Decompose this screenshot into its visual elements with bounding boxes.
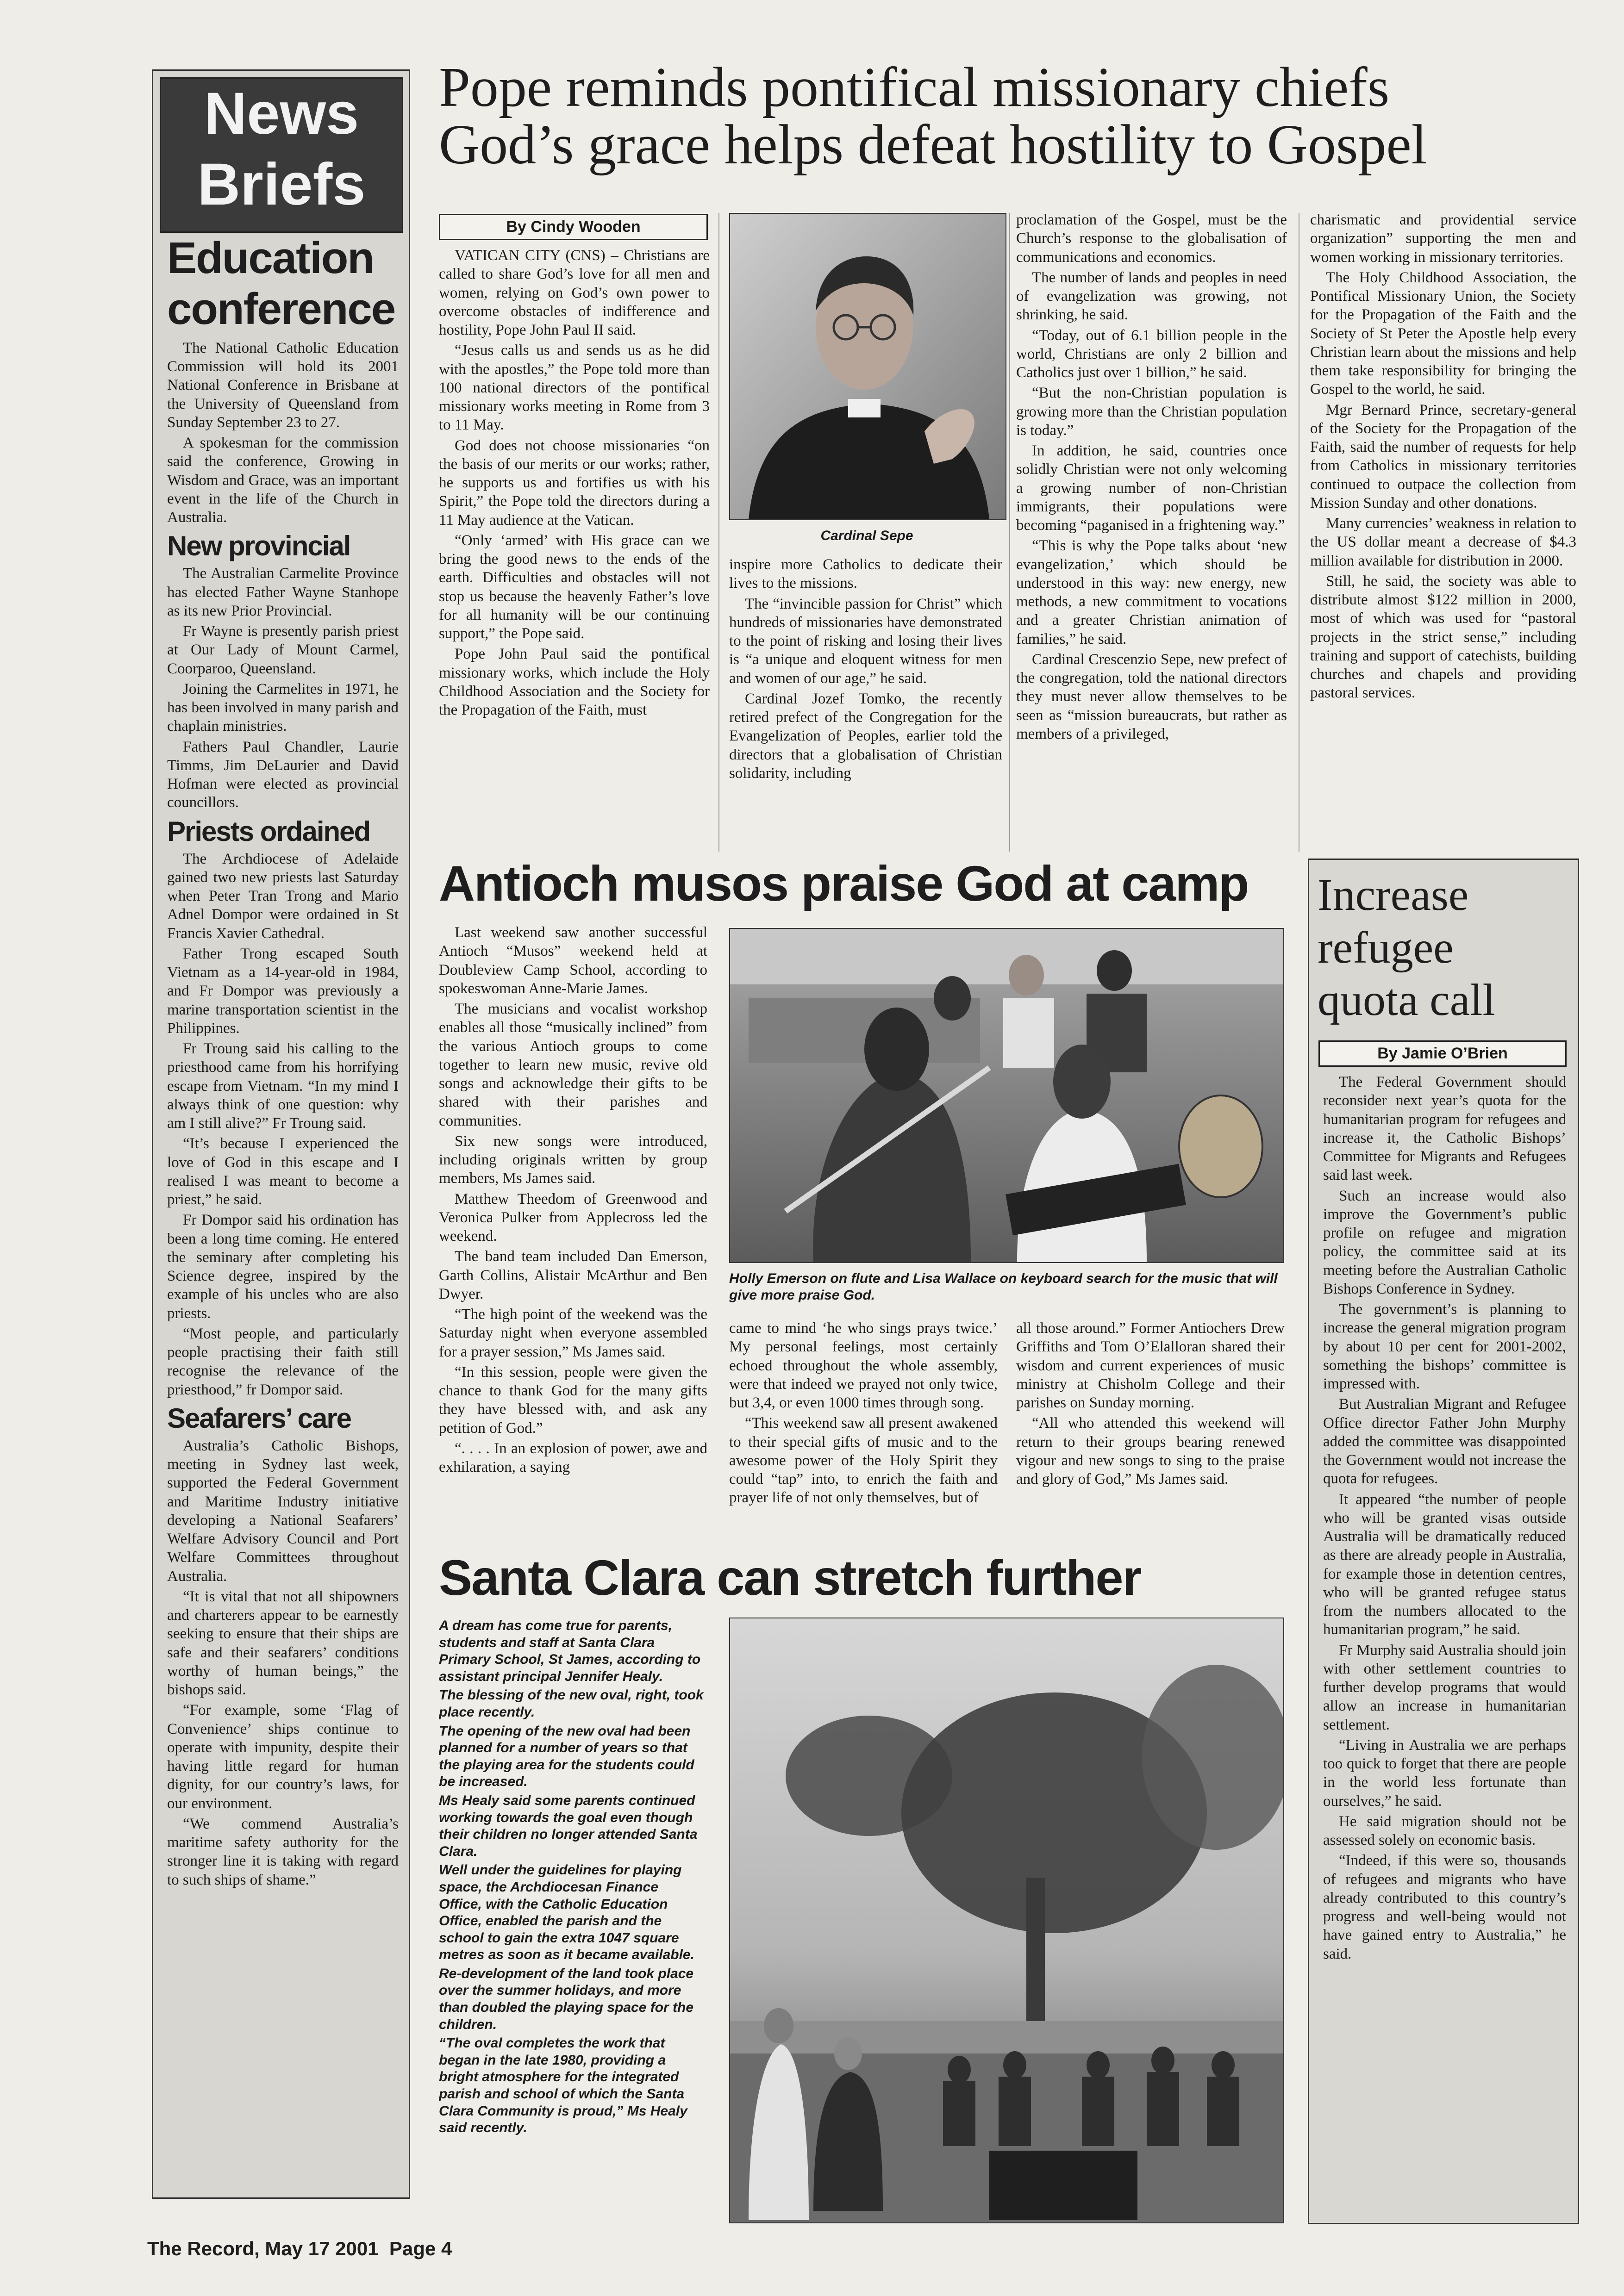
antioch-headline: Antioch musos praise God at camp bbox=[439, 855, 1249, 911]
refugee-column bbox=[1323, 1073, 1566, 2216]
article-paragraph: “But the non-Christian population is growing more than the Christian population is today.” bbox=[1016, 385, 1287, 439]
article-paragraph: Pope John Paul said the pontifical missionary works, which include the Holy Childhood Association and the Society for the Propagation of the Faith, must bbox=[439, 646, 710, 718]
article-paragraph: “Indeed, if this were so, thousands of refugees and migrants who have already contributed to this country’s progress and well-being would not have gained entry to Australia,” he said. bbox=[1323, 1852, 1566, 1962]
brief-paragraph: “For example, some ‘Flag of Convenience’ ships continue to operate with impunity, despite their having little regard for human dignity, for our country’s laws, for our environment. bbox=[167, 1702, 399, 1812]
santa-clara-paragraph: Ms Healy said some parents continued working towards the goal even though their children no longer attended Santa Clara. bbox=[439, 1792, 698, 1859]
article-paragraph: Cardinal Crescenzio Sepe, new prefect of the congregation, told the national directors they must never allow themselves to be seen as “mission bureaucrats, but rather as members of a privileged, bbox=[1016, 651, 1287, 742]
santa-clara-intro bbox=[439, 1618, 705, 2219]
article-paragraph: Many currencies’ weakness in relation to the US dollar meant a decrease of $4.3 million available for distribution in 2000. bbox=[1310, 515, 1576, 569]
article-paragraph: “Jesus calls us and sends us as he did with the apostles,” the Pope told more than 100 national directors of the pontifical missionary works meeting in Rome from 3 to 11 May. bbox=[439, 342, 710, 434]
page-folio: The Record, May 17 2001 Page 4 bbox=[147, 2238, 452, 2259]
lead-column-2 bbox=[729, 555, 1002, 856]
brief-paragraph: A spokesman for the commission said the conference, Growing in Wisdom and Grace, was an important event in the life of the Church in Australia. bbox=[167, 435, 399, 526]
article-paragraph: “Living in Australia we are perhaps too quick to forget that there are people in the world less fortunate than ourselves,” he said. bbox=[1323, 1736, 1566, 1810]
lead-column-4 bbox=[1310, 211, 1576, 856]
santa-clara-photo bbox=[729, 1618, 1284, 2223]
article-paragraph: Fr Murphy said Australia should join with other settlement countries to further develop programs that would allow an increase in humanitarian settlement. bbox=[1323, 1642, 1566, 1733]
brief-paragraph: The Archdiocese of Adelaide gained two new priests last Saturday when Peter Tran Trong and Mario Adnel Dompor were ordained in St Francis Xavier Cathedral. bbox=[167, 850, 399, 942]
lead-column-1 bbox=[439, 246, 710, 856]
brief-paragraph: “It is vital that not all shipowners and charterers appear to be earnestly seeking to ensure that their ships are safe and their seafarers’ conditions worthy of human beings,” the bishops said. bbox=[167, 1588, 399, 1699]
santa-clara-paragraph: Well under the guidelines for playing space, the Archdiocesan Finance Office, with the Catholic Education Office, enabled the parish and the school to gain the extra 1047 square metres as soon as it became available. bbox=[439, 1862, 694, 1963]
santa-clara-paragraph: “The oval completes the work that began in the late 1980, providing a bright atmosphere for the integrated parish and school of which the Santa Clara Community is proud,” Ms Healy said recently. bbox=[439, 2035, 687, 2136]
cardinal-sepe-image bbox=[730, 214, 1006, 519]
article-paragraph: all those around.” Former Antiochers Drew Griffiths and Tom O’Elalloran shared their wisdom and current experiences of music ministry at Chisholm College and their parishes on Sunday morning. bbox=[1016, 1320, 1285, 1411]
article-paragraph: “Only ‘armed’ with His grace can we bring the good news to the ends of the earth. Difficulties and obstacles will not stop us because the heavenly Father’s love for all humanity will be our continuing support,” the Pope said. bbox=[439, 532, 710, 642]
brief-headline: Priests ordained bbox=[167, 815, 370, 847]
article-paragraph: inspire more Catholics to dedicate their lives to the missions. bbox=[729, 556, 1002, 592]
brief-paragraph: Father Trong escaped South Vietnam as a 14-year-old in 1984, and Fr Dompor was previously a marine transportation scientist in the Philippines. bbox=[167, 945, 399, 1037]
refugee-headline-line3: quota call bbox=[1318, 975, 1495, 1026]
article-paragraph: “In this session, people were given the chance to thank God for the many gifts they have blessed with, and ask any petition of God.” bbox=[439, 1363, 707, 1437]
article-paragraph: He said migration should not be assessed solely on economic basis. bbox=[1323, 1813, 1566, 1848]
article-paragraph: Cardinal Jozef Tomko, the recently retired prefect of the Congregation for the Evangelization of Peoples, earlier told the directors that a globalisation of Christian solidarity, including bbox=[729, 690, 1002, 782]
antioch-photo-caption: Holly Emerson on flute and Lisa Wallace on keyboard search for the music that will give more praise God. bbox=[729, 1271, 1278, 1303]
refugee-headline bbox=[1318, 869, 1572, 1027]
refugee-box bbox=[1308, 859, 1579, 2224]
cardinal-sepe-caption: Cardinal Sepe bbox=[820, 528, 913, 543]
brief-paragraph: “Most people, and particularly people practising their faith still recognise the relevance of the priesthood,” fr Dompor said. bbox=[167, 1325, 399, 1398]
article-paragraph: “This is why the Pope talks about ‘new evangelization,’ which should be understood in this way: new energy, new methods, a new commitment to vocations and a greater Christian animation of families,” he said. bbox=[1016, 537, 1287, 647]
antioch-musicians-image bbox=[730, 929, 1283, 1262]
brief-paragraph: Fr Troung said his calling to the priesthood came from his horrifying escape from Vietnam. “In my mind I always think of one question: why am I still alive?” Fr Troung said. bbox=[167, 1040, 399, 1132]
brief-education-conference bbox=[167, 233, 399, 527]
santa-clara-paragraph: Re-development of the land took place over the summer holidays, and more than doubled the playing space for the children. bbox=[439, 1966, 694, 2032]
antioch-column-3 bbox=[1016, 1319, 1285, 1546]
article-paragraph: Such an increase would also improve the Government’s public profile on refugee and migration policy, the committee said at its meeting before the Australian Catholic Bishops Conference in Sydney. bbox=[1323, 1187, 1566, 1297]
article-paragraph: The band team included Dan Emerson, Garth Collins, Alistair McArthur and Ben Dwyer. bbox=[439, 1248, 707, 1302]
antioch-photo bbox=[729, 928, 1284, 1263]
lead-column-3 bbox=[1016, 211, 1287, 856]
article-paragraph: Mgr Bernard Prince, secretary-general of the Society for the Propagation of the Faith, said the number of requests for help from Catholics in missionary territories continued to outpace the collection from Mission Sunday and other donations. bbox=[1310, 401, 1576, 511]
cardinal-sepe-photo bbox=[729, 213, 1006, 520]
brief-seafarers-care bbox=[167, 1404, 399, 1889]
refugee-byline: By Jamie O’Brien bbox=[1318, 1040, 1567, 1067]
brief-headline bbox=[167, 233, 399, 335]
article-paragraph: The “invincible passion for Christ” which hundreds of missionaries have demonstrated to the point of risking and losing their lives is “a unique and eloquent witness for men and women of our age,” he said. bbox=[729, 595, 1002, 687]
brief-new-provincial bbox=[167, 531, 399, 812]
refugee-headline-line1: Increase bbox=[1318, 870, 1469, 920]
lead-headline bbox=[439, 56, 1587, 176]
brief-paragraph: “It’s because I experienced the love of God in this escape and I realised I was meant to become a priest,” he said. bbox=[167, 1135, 399, 1208]
article-paragraph: The Holy Childhood Association, the Pontifical Missionary Union, the Society for the Propagation of the Faith and the Society of St Peter the Apostle help every Christian learn about the missions and help them take responsibility for bringing the Gospel to the world, he said. bbox=[1310, 269, 1576, 398]
santa-clara-paragraph: The blessing of the new oval, right, took place recently. bbox=[439, 1687, 704, 1720]
santa-clara-paragraph: A dream has come true for parents, students and staff at Santa Clara Primary School, St James, according to assistant principal Jennifer Healy. bbox=[439, 1618, 701, 1684]
article-paragraph: charismatic and providential service organization” supporting the men and women working in missionary territories. bbox=[1310, 212, 1576, 266]
santa-clara-headline: Santa Clara can stretch further bbox=[439, 1549, 1141, 1605]
antioch-column-1 bbox=[439, 923, 707, 1543]
refugee-headline-line2: refugee bbox=[1318, 922, 1454, 973]
article-paragraph: “. . . . In an explosion of power, awe and exhilaration, a saying bbox=[439, 1440, 707, 1475]
article-paragraph: Six new songs were introduced, including originals written by group members, Ms James said. bbox=[439, 1132, 707, 1187]
article-paragraph: But Australian Migrant and Refugee Office director Father John Murphy added the committee was disappointed the Government would not increase the quota for refugees. bbox=[1323, 1396, 1566, 1487]
column-rule bbox=[1009, 213, 1010, 852]
brief-paragraph: Australia’s Catholic Bishops, meeting in Sydney last week, supported the Federal Government and Maritime Industry initiative developing a National Seafarers’ Welfare Advisory Council and Port Welfare Committees throughout Australia. bbox=[167, 1437, 399, 1585]
brief-paragraph: Fathers Paul Chandler, Laurie Timms, Jim DeLaurier and David Hofman were elected as provincial councillors. bbox=[167, 738, 399, 811]
column-rule bbox=[718, 213, 719, 852]
article-paragraph: came to mind ‘he who sings prays twice.’ My personal feelings, most certainly echoed throughout the whole assembly, were that indeed we prayed not only twice, but 3,4, or even 1000 times through song. bbox=[729, 1320, 998, 1411]
lead-byline: By Cindy Wooden bbox=[439, 214, 708, 240]
news-briefs-column bbox=[167, 233, 399, 2190]
article-paragraph: “Today, out of 6.1 billion people in the world, Christians are only 2 billion and Catholics just over 1 billion,” he said. bbox=[1016, 327, 1287, 381]
article-paragraph: “The high point of the weekend was the Saturday night when everyone assembled for a prayer session,” Ms James said. bbox=[439, 1306, 707, 1360]
article-paragraph: proclamation of the Gospel, must be the Church’s response to the globalisation of communications and economics. bbox=[1016, 212, 1287, 266]
brief-headline: New provincial bbox=[167, 530, 350, 562]
article-paragraph: “This weekend saw all present awakened to their special gifts of music and to the awesome power of the Holy Spirit they could “tap” into, to enrich the faith and prayer life of not only themselves, but of bbox=[729, 1415, 998, 1506]
article-paragraph: The government’s is planning to increase the general migration program by about 10 per cent for 2001-2002, something the bishops’ committee is impressed with. bbox=[1323, 1301, 1566, 1392]
santa-clara-paragraph: The opening of the new oval had been planned for a number of years so that the playing area for the students could be increased. bbox=[439, 1723, 694, 1790]
article-paragraph: God does not choose missionaries “on the basis of our merits or our works; rather, he supports us and fortifies us with his Spirit,” the Pope told the directors during a 11 May audience at the Vatican. bbox=[439, 437, 710, 529]
article-paragraph: The Federal Government should reconsider next year’s quota for the humanitarian program for refugees and increase it, the Catholic Bishops’ Committee for Migrants and Refugees said last week. bbox=[1323, 1074, 1566, 1184]
lead-headline-line1: Pope reminds pontifical missionary chiefs bbox=[439, 56, 1390, 118]
article-paragraph: Still, he said, the society was able to distribute almost $122 million in 2000, most of which was used for “pastoral projects in the strict sense,” including training and support of catechists, building churches and chapels and providing pastoral services. bbox=[1310, 572, 1576, 702]
news-briefs-tag-line1: News bbox=[204, 81, 359, 147]
brief-paragraph: Joining the Carmelites in 1971, he has been involved in many parish and chaplain ministries. bbox=[167, 680, 399, 735]
brief-paragraph: “We commend Australia’s maritime safety authority for the stronger line it is taking with regard to such ships of shame.” bbox=[167, 1815, 399, 1888]
brief-paragraph: The National Catholic Education Commission will hold its 2001 National Conference in Brisbane at the University of Queensland from Sunday September 23 to 27. bbox=[167, 339, 399, 431]
brief-paragraph: The Australian Carmelite Province has elected Father Wayne Stanhope as its new Prior Provincial. bbox=[167, 565, 399, 619]
article-paragraph: It appeared “the number of people who will be granted visas outside Australia will be dramatically reduced as there are already people in Australia, for example those in detention centres, who will be granted refugee status from the numbers allocated to the humanitarian program,” he said. bbox=[1323, 1491, 1566, 1638]
news-briefs-tag bbox=[160, 77, 403, 233]
article-paragraph: The musicians and vocalist workshop enables all those “musically inclined” from the various Antioch groups to come together to learn new music, revive old songs and acknowledge their gifts to be shared with their parishes and communities. bbox=[439, 1001, 707, 1129]
brief-headline: Seafarers’ care bbox=[167, 1402, 351, 1434]
news-briefs-sidebar bbox=[152, 69, 410, 2199]
article-paragraph: “All who attended this weekend will return to their groups bearing renewed vigour and new songs to sing to the praise and glory of God,” Ms James said. bbox=[1016, 1415, 1285, 1487]
article-paragraph: Last weekend saw another successful Antioch “Musos” weekend held at Doubleview Camp School, according to spokeswoman Anne-Marie James. bbox=[439, 924, 707, 997]
article-paragraph: Matthew Theedom of Greenwood and Veronica Pulker from Applecross led the weekend. bbox=[439, 1190, 707, 1244]
brief-paragraph: Fr Wayne is presently parish priest at Our Lady of Mount Carmel, Coorparoo, Queensland. bbox=[167, 623, 399, 677]
brief-headline-line1: Education bbox=[167, 233, 374, 283]
article-paragraph: VATICAN CITY (CNS) – Christians are called to share God’s love for all men and women, relying on God’s own power to overcome obstacles of indifference and hostility, Pope John Paul II said. bbox=[439, 247, 710, 338]
lead-headline-line2: God’s grace helps defeat hostility to Gospel bbox=[439, 113, 1427, 176]
brief-headline-line2: conference bbox=[167, 284, 395, 334]
brief-paragraph: Fr Dompor said his ordination has been a long time coming. He entered the seminary after completing his Science degree, inspired by the example of his uncles who are also priests. bbox=[167, 1212, 399, 1322]
brief-priests-ordained bbox=[167, 817, 399, 1399]
article-paragraph: The number of lands and peoples in need of evangelization was growing, not shrinking, he said. bbox=[1016, 269, 1287, 324]
oval-blessing-image bbox=[730, 1618, 1283, 2222]
antioch-column-2 bbox=[729, 1319, 998, 1546]
news-briefs-tag-line2: Briefs bbox=[197, 151, 366, 218]
article-paragraph: In addition, he said, countries once solidly Christian were not only welcoming a growing number of non-Christian immigrants, their populations were becoming “paganised in a frightening way.” bbox=[1016, 442, 1287, 534]
